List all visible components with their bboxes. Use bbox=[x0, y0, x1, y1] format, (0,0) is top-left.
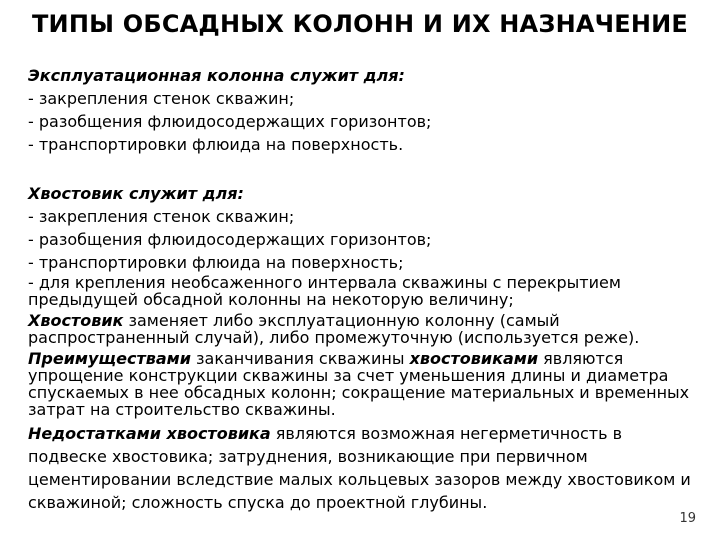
paragraph-advantages-emph: хвостовиками bbox=[409, 349, 539, 368]
section2-item-4: - для крепления необсаженного интервала скважины с перекрытием предыдущей обсадной колонны на некоторую величину; bbox=[28, 273, 621, 309]
section2-item-3: - транспортировки флюида на поверхность; bbox=[28, 253, 404, 272]
page-number: 19 bbox=[679, 511, 696, 526]
section2-item-2: - разобщения флюидосодержащих горизонтов; bbox=[28, 230, 432, 249]
section2-item-1: - закрепления стенок скважин; bbox=[28, 207, 295, 226]
paragraph-disadvantages-text: являются возможная негерметичность в подвеске хвостовика; затруднения, возникающие при первичном цементировании вследствие малых кольцевых зазоров между хвостовиком и скважиной; сложность спуска до проектной глубины. bbox=[28, 424, 691, 512]
paragraph-replace bbox=[28, 312, 698, 346]
section1-item-3: - транспортировки флюида на поверхность. bbox=[28, 135, 404, 154]
section1-item-2: - разобщения флюидосодержащих горизонтов; bbox=[28, 112, 432, 131]
slide-content bbox=[28, 64, 698, 514]
paragraph-replace-lead: Хвостовик bbox=[28, 311, 124, 330]
section2-heading: Хвостовик служит для: bbox=[28, 184, 244, 203]
paragraph-advantages-lead: Преимуществами bbox=[28, 349, 191, 368]
paragraph-replace-text: заменяет либо эксплуатационную колонну (самый распространенный случай), либо промежуточную (используется реже). bbox=[28, 311, 640, 347]
section1-heading: Эксплуатационная колонна служит для: bbox=[28, 66, 405, 85]
paragraph-advantages-text1: заканчивания скважины bbox=[190, 349, 410, 368]
paragraph-disadvantages bbox=[28, 422, 698, 514]
slide-title: ТИПЫ ОБСАДНЫХ КОЛОНН И ИХ НАЗНАЧЕНИЕ bbox=[31, 10, 689, 38]
paragraph-advantages-text2: являются упрощение конструкции скважины за счет уменьшения длины и диаметра спускаемых в нее обсадных колонн; сокращение материальных и временных затрат на строительство скважины. bbox=[28, 349, 690, 419]
paragraph-advantages bbox=[28, 350, 698, 418]
section1-item-1: - закрепления стенок скважин; bbox=[28, 89, 295, 108]
section-gap bbox=[28, 156, 698, 182]
paragraph-disadvantages-lead: Недостатками хвостовика bbox=[28, 424, 271, 443]
